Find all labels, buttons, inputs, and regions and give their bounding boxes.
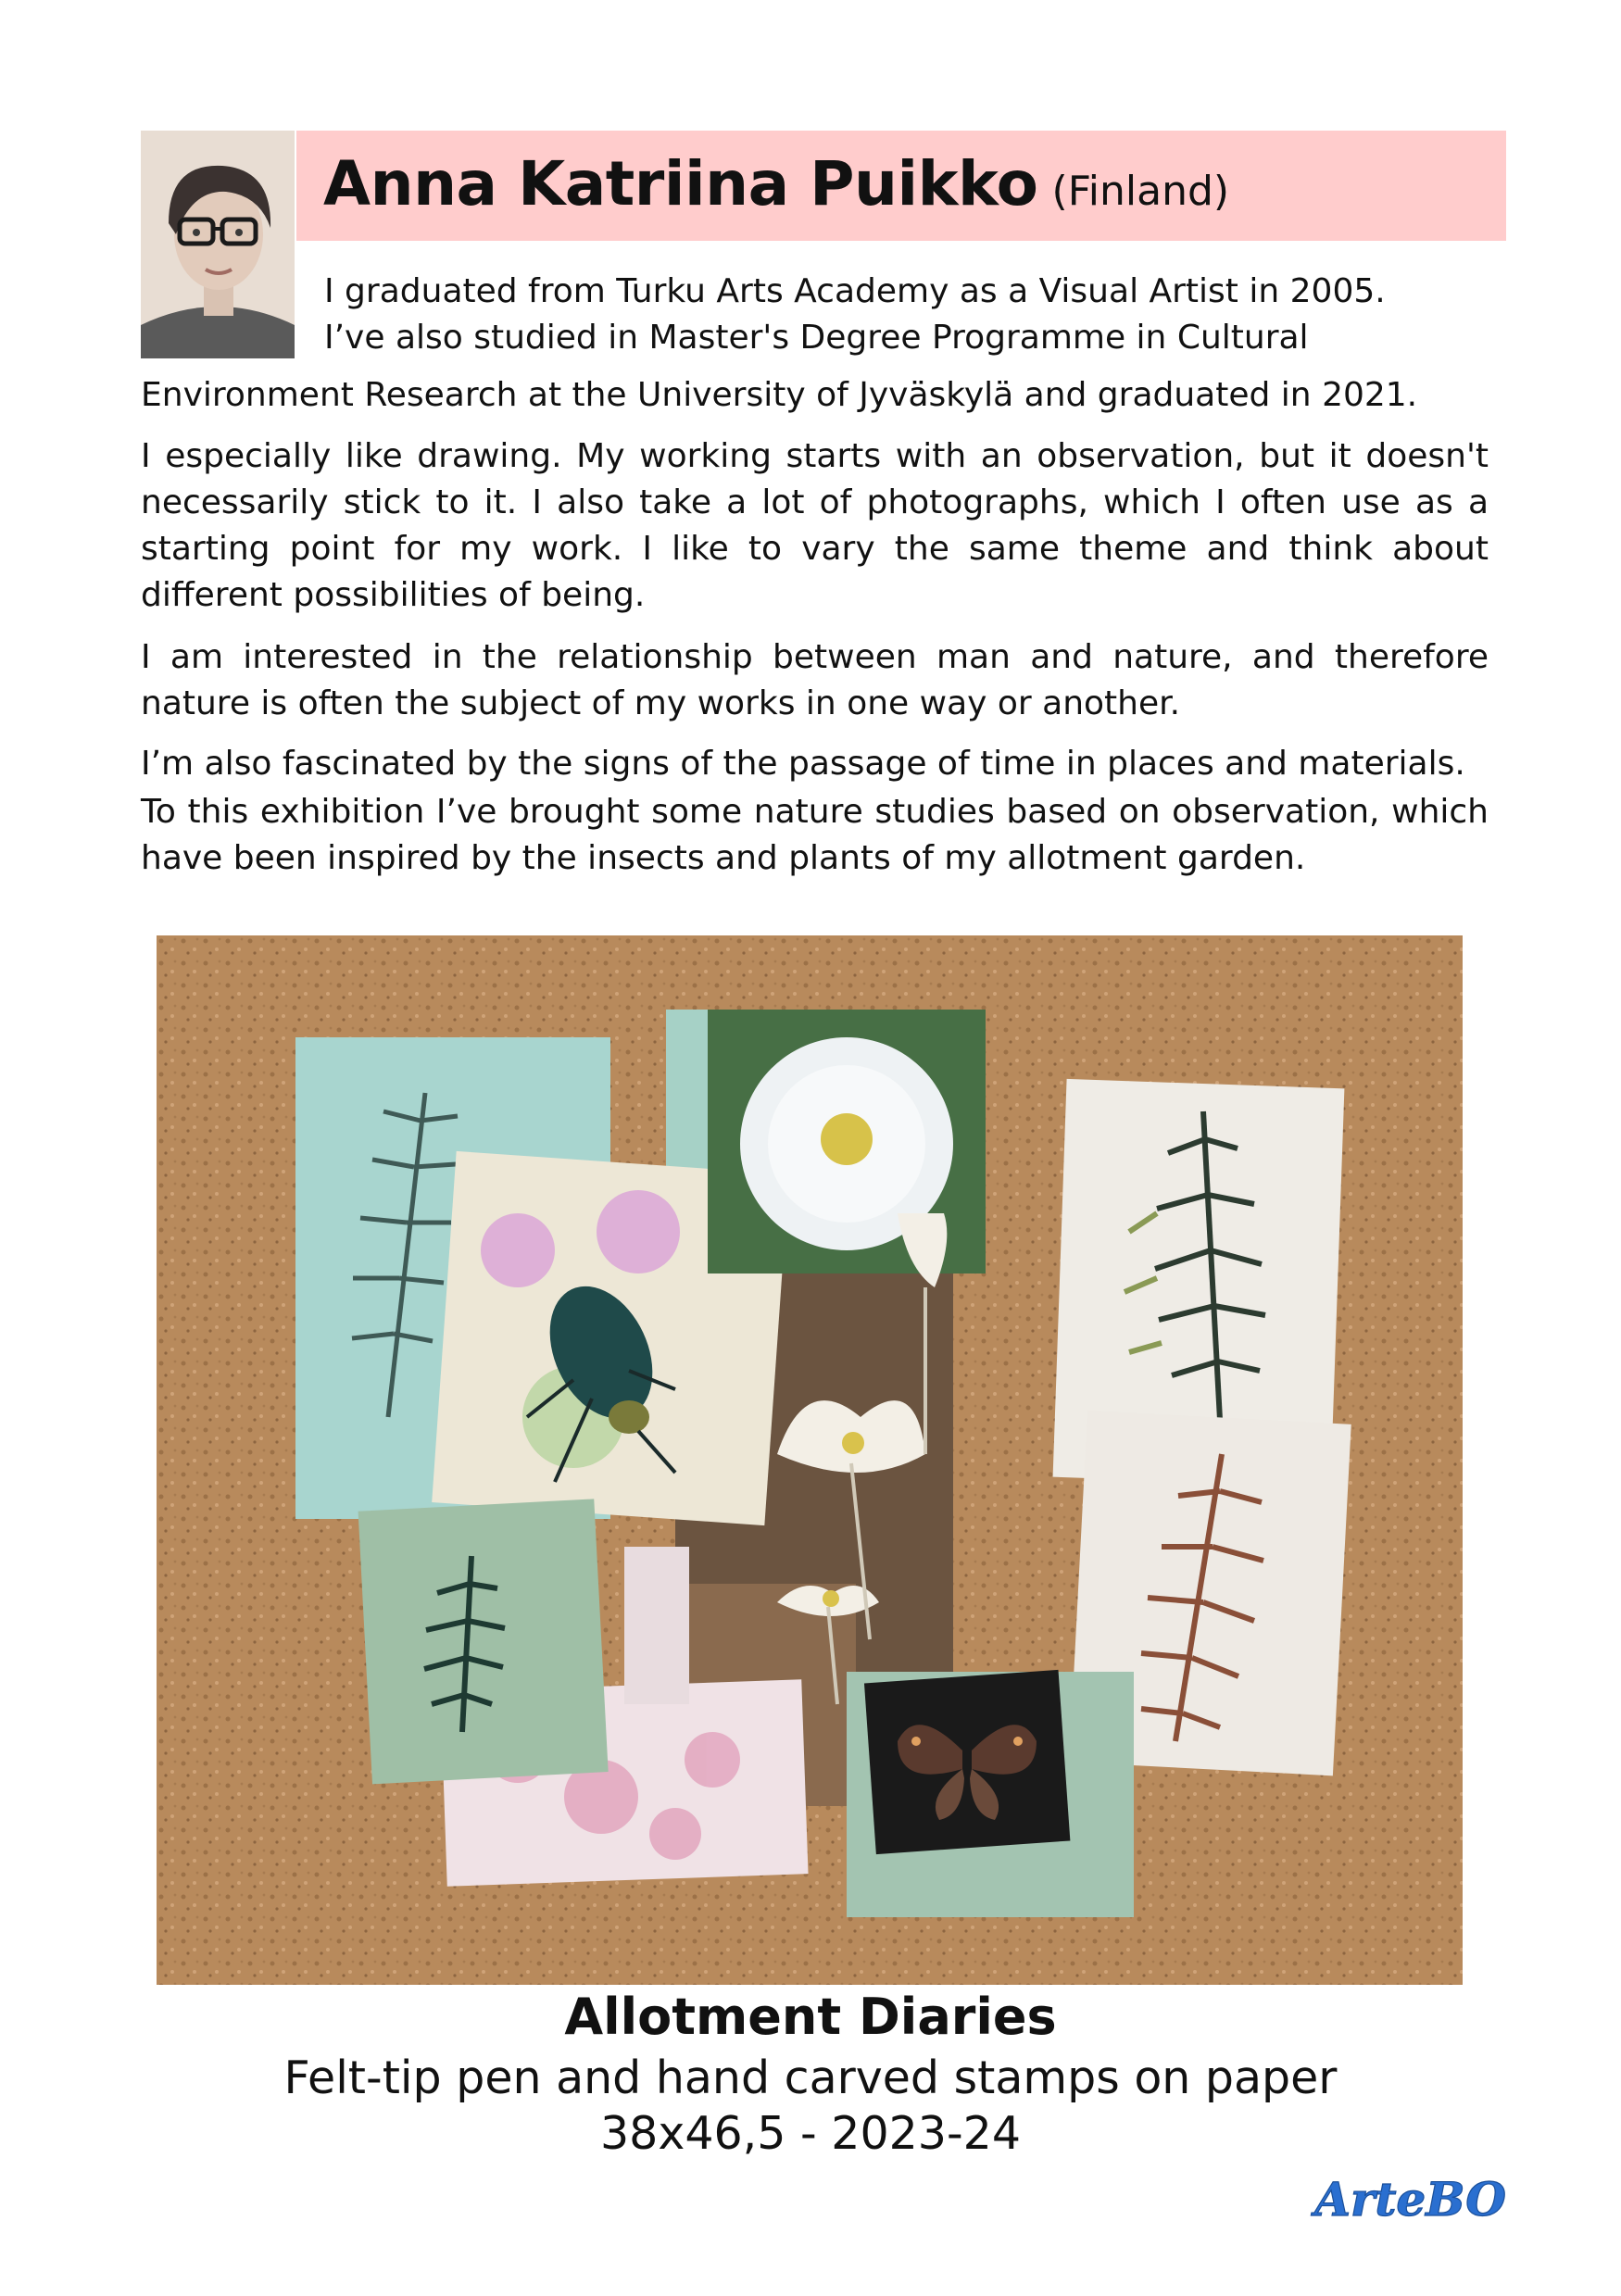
artebo-logo [1288, 2167, 1510, 2232]
bio-intro-line-3: Environment Research at the University of Jyväskylä and graduated in 2021. [141, 376, 1418, 414]
artwork-title: Allotment Diaries [564, 1988, 1057, 2046]
artist-country: (Finland) [1051, 168, 1230, 215]
bio-paragraph-time: I’m also fascinated by the signs of the passage of time in places and materials. [141, 745, 1465, 783]
artist-portrait [141, 131, 295, 358]
svg-text:ArteBO: ArteBO [1314, 2172, 1506, 2227]
artist-name: Anna Katriina Puikko [323, 148, 1038, 220]
bio-paragraph-nature: I am interested in the relationship between man and nature, and therefore nature is often the subject of my works in one way or another. [141, 638, 1489, 722]
artist-heading [323, 148, 1229, 220]
bio-intro-line-1: I graduated from Turku Arts Academy as a Visual Artist in 2005. [324, 272, 1386, 310]
bio-intro-line-2: I’ve also studied in Master's Degree Programme in Cultural [324, 319, 1309, 357]
artwork-medium: Felt-tip pen and hand carved stamps on paper [283, 2051, 1338, 2104]
bio-paragraph-drawing: I especially like drawing. My working starts with an observation, but it doesn't necessarily stick to it. I also take a lot of photographs, which I often use as a starting point for my work. I like to vary the same theme and think about different possibilities of being. [141, 437, 1489, 614]
artwork-details: 38x46,5 - 2023-24 [599, 2107, 1021, 2160]
bio-paragraph-exhibition: To this exhibition I’ve brought some nature studies based on observation, which have been inspired by the insects and plants of my allotment garden. [141, 793, 1489, 877]
artwork-photo [157, 935, 1463, 1985]
